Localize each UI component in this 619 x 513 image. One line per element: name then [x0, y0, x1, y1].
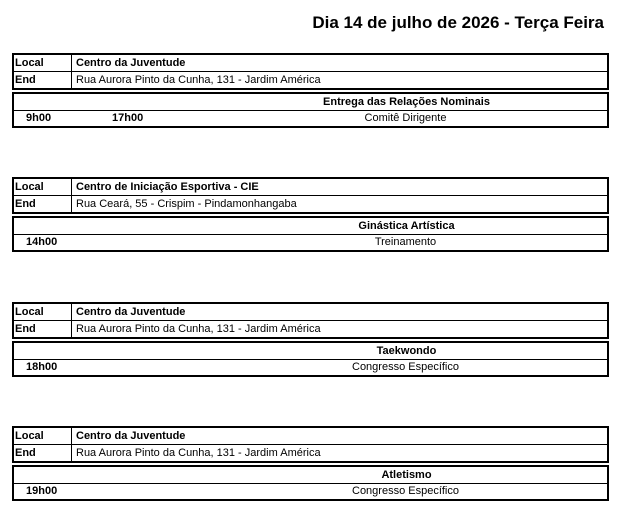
address-row [14, 195, 607, 212]
event-table [12, 216, 609, 252]
event-title-text: Taekwondo [376, 345, 437, 357]
time-start: 18h00 [26, 361, 58, 373]
time-end: 17h00 [112, 112, 144, 124]
event-title [14, 467, 607, 483]
end-label: End [14, 321, 72, 337]
event-row [14, 483, 607, 499]
event-description [14, 235, 607, 250]
local-label: Local [14, 179, 72, 195]
local-label: Local [14, 55, 72, 71]
location-table [12, 426, 609, 463]
location-table [12, 53, 609, 90]
address-row [14, 320, 607, 337]
event-title [14, 94, 607, 110]
address-value: Rua Aurora Pinto da Cunha, 131 - Jardim América [76, 447, 321, 459]
event-row [14, 110, 607, 126]
location-table [12, 302, 609, 339]
event-table [12, 341, 609, 377]
event-title [14, 218, 607, 234]
local-value: Centro de Iniciação Esportiva - CIE [76, 181, 259, 193]
local-value: Centro da Juventude [76, 306, 186, 318]
event-description [14, 360, 607, 375]
local-value: Centro da Juventude [76, 430, 186, 442]
event-description-text: Congresso Específico [352, 361, 459, 373]
event-description [14, 484, 607, 499]
local-row [14, 304, 607, 320]
event-row [14, 234, 607, 250]
address-row [14, 444, 607, 461]
local-row [14, 428, 607, 444]
event-title-text: Ginástica Artística [358, 220, 455, 232]
end-label: End [14, 196, 72, 212]
event-row [14, 359, 607, 375]
location-table [12, 177, 609, 214]
address-row [14, 71, 607, 88]
event-title-text: Atletismo [381, 469, 432, 481]
local-row [14, 55, 607, 71]
event-table [12, 92, 609, 128]
event-table [12, 465, 609, 501]
address-value: Rua Aurora Pinto da Cunha, 131 - Jardim América [76, 74, 321, 86]
time-start: 14h00 [26, 236, 58, 248]
page-title: Dia 14 de julho de 2026 - Terça Feira [312, 13, 604, 32]
end-label: End [14, 445, 72, 461]
event-description-text: Congresso Específico [352, 485, 459, 497]
time-start: 19h00 [26, 485, 58, 497]
event-title-text: Entrega das Relações Nominais [323, 96, 490, 108]
address-value: Rua Aurora Pinto da Cunha, 131 - Jardim América [76, 323, 321, 335]
event-description [14, 111, 607, 126]
local-label: Local [14, 304, 72, 320]
event-description-text: Treinamento [374, 236, 437, 248]
local-label: Local [14, 428, 72, 444]
local-value: Centro da Juventude [76, 57, 186, 69]
schedule-block [12, 53, 609, 128]
time-start: 9h00 [26, 112, 52, 124]
address-value: Rua Ceará, 55 - Crispim - Pindamonhangaba [76, 198, 297, 210]
end-label: End [14, 72, 72, 88]
schedule-block [12, 177, 609, 252]
schedule-block [12, 302, 609, 377]
event-description-text: Comitê Dirigente [364, 112, 447, 124]
local-row [14, 179, 607, 195]
schedule-block [12, 426, 609, 501]
event-title [14, 343, 607, 359]
